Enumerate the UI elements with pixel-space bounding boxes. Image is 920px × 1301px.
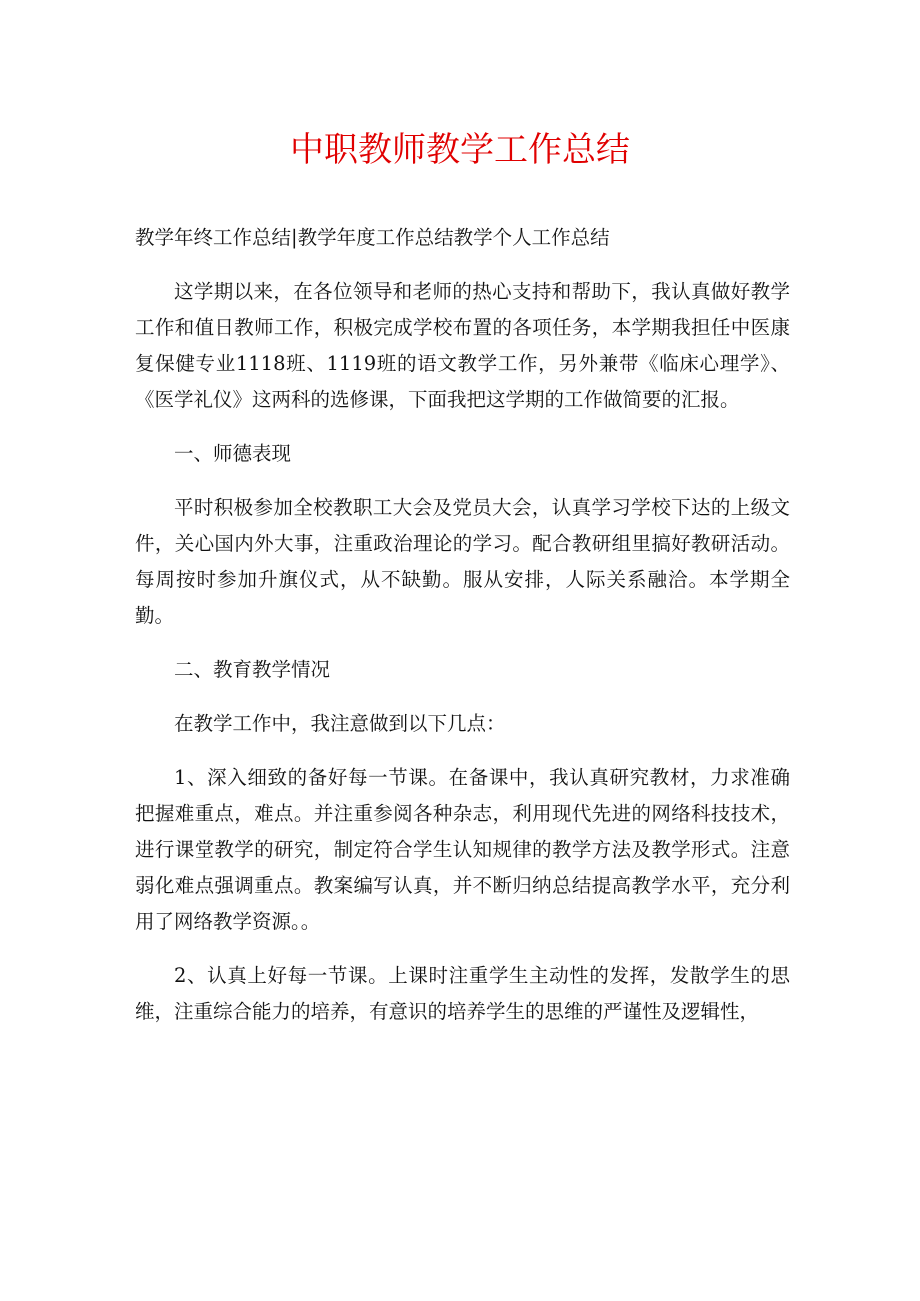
section-heading-ethics: 一、师德表现 xyxy=(174,442,292,465)
paragraph-teaching-intro: 在教学工作中，我注意做到以下几点： xyxy=(174,712,506,735)
paragraph-ethics: 平时积极参加全校教职工大会及党员大会，认真学习学校下达的上级文件，关心国内外大事，注重政治理论的学习。配合教研组里搞好教研活动。每周按时参加升旗仪式，从不缺勤。服从安排，人际关系融洽。本学期全勤。 xyxy=(135,496,790,627)
document-subtitle: 教学年终工作总结|教学年度工作总结教学个人工作总结 xyxy=(135,226,610,249)
document-title: 中职教师教学工作总结 xyxy=(290,130,630,170)
paragraph-intro: 这学期以来，在各位领导和老师的热心支持和帮助下，我认真做好教学工作和值日教师工作，积极完成学校布置的各项任务，本学期我担任中医康复保健专业1118班、1119班的语文教学工作，另外兼带《临床心理学》、《医学礼仪》这两科的选修课，下面我把这学期的工作做简要的汇报。 xyxy=(135,280,790,411)
paragraph-point-1: 1、深入细致的备好每一节课。在备课中，我认真研究教材，力求准确把握难重点，难点。并注重参阅各种杂志，利用现代先进的网络科技技术，进行课堂教学的研究，制定符合学生认知规律的教学方法及教学形式。注意弱化难点强调重点。教案编写认真，并不断归纳总结提高教学水平，充分利用了网络教学资源。。 xyxy=(135,766,790,933)
section-heading-teaching: 二、教育教学情况 xyxy=(174,658,331,681)
document-body xyxy=(135,220,790,1030)
paragraph-point-2: 2、认真上好每一节课。上课时注重学生主动性的发挥，发散学生的思维，注重综合能力的培养，有意识的培养学生的思维的严谨性及逻辑性， xyxy=(135,964,790,1023)
